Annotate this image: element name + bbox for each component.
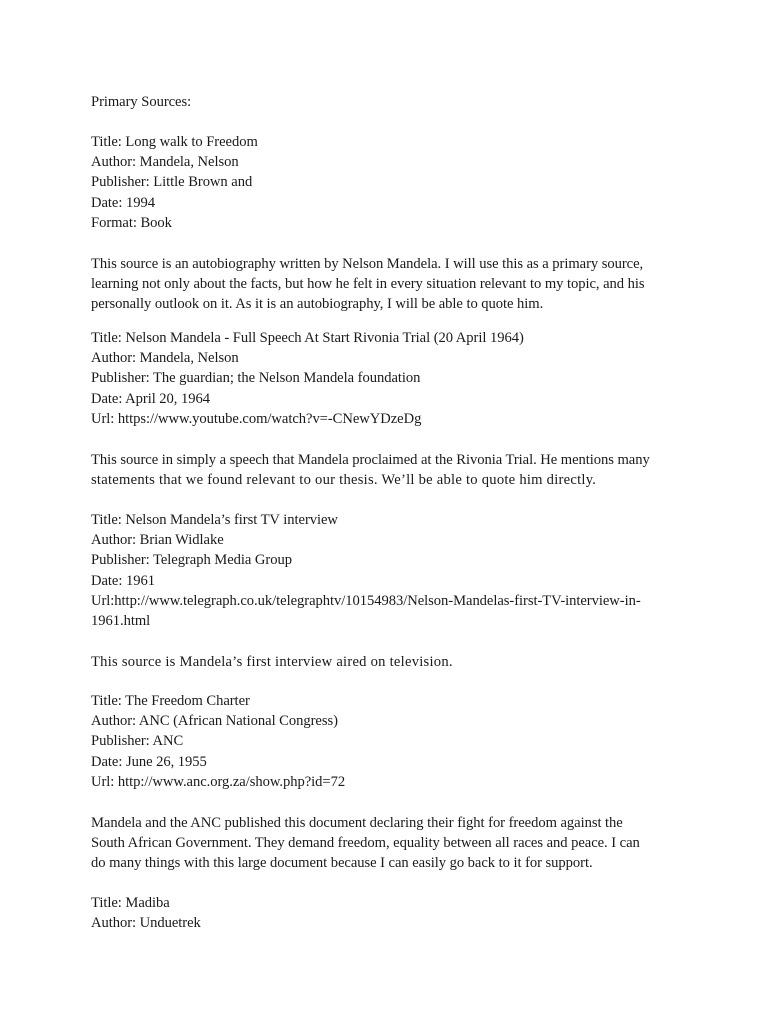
entry-publisher: Publisher: Little Brown and xyxy=(91,174,253,190)
entry-author: Author: Brian Widlake xyxy=(91,532,224,548)
entry-description-line: This source is an autobiography written by Nelson Mandela. I will use this as a primary source, xyxy=(91,256,644,272)
entry-date: Date: April 20, 1964 xyxy=(91,391,210,407)
entry-author: Author: ANC (African National Congress) xyxy=(91,713,338,729)
entry-title: Title: Madiba xyxy=(91,895,170,911)
entry-author: Author: Mandela, Nelson xyxy=(91,154,239,170)
entry-format: Format: Book xyxy=(91,215,172,231)
entry-url-continued: 1961.html xyxy=(91,613,151,629)
entry-date: Date: June 26, 1955 xyxy=(91,754,207,770)
entry-description-line: Mandela and the ANC published this document declaring their fight for freedom against the xyxy=(91,815,623,831)
entry-description-line: This source is Mandela’s first interview aired on television. xyxy=(91,654,453,670)
entry-title: Title: Nelson Mandela - Full Speech At Start Rivonia Trial (20 April 1964) xyxy=(91,330,524,346)
entry-description-line: This source in simply a speech that Mandela proclaimed at the Rivonia Trial. He mentions many xyxy=(91,452,650,468)
entry-date: Date: 1994 xyxy=(91,195,155,211)
entry-title: Title: Long walk to Freedom xyxy=(91,134,258,150)
entry-url: Url: http://www.anc.org.za/show.php?id=72 xyxy=(91,774,346,790)
entry-url: Url:http://www.telegraph.co.uk/telegraphtv/10154983/Nelson-Mandelas-first-TV-interview-in- xyxy=(91,593,641,609)
entry-author: Author: Unduetrek xyxy=(91,915,201,931)
entry-description-line: personally outlook on it. As it is an autobiography, I will be able to quote him. xyxy=(91,296,544,312)
entry-publisher: Publisher: The guardian; the Nelson Mandela foundation xyxy=(91,370,421,386)
section-heading: Primary Sources: xyxy=(91,94,192,110)
entry-publisher: Publisher: Telegraph Media Group xyxy=(91,552,292,568)
entry-description-line: statements that we found relevant to our thesis. We’ll be able to quote him directly. xyxy=(91,472,597,488)
entry-author: Author: Mandela, Nelson xyxy=(91,350,239,366)
entry-description-line: South African Government. They demand freedom, equality between all races and peace. I can xyxy=(91,835,640,851)
entry-date: Date: 1961 xyxy=(91,573,155,589)
entry-description-line: learning not only about the facts, but how he felt in every situation relevant to my topic, and his xyxy=(91,276,645,292)
entry-title: Title: The Freedom Charter xyxy=(91,693,250,709)
entry-publisher: Publisher: ANC xyxy=(91,733,184,749)
entry-title: Title: Nelson Mandela’s first TV interview xyxy=(91,512,338,528)
entry-url: Url: https://www.youtube.com/watch?v=-CNewYDzeDg xyxy=(91,411,422,427)
entry-description-line: do many things with this large document because I can easily go back to it for support. xyxy=(91,855,593,871)
